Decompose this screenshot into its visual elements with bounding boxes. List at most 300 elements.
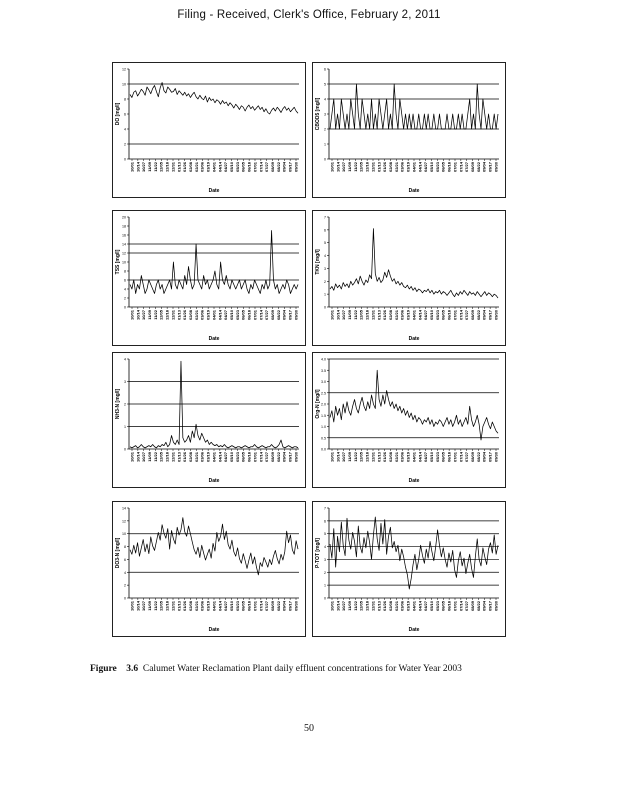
x-tick-label: 04/27 [223,452,229,463]
x-tick-label: 01/13 [376,310,382,321]
x-tick-label: 09/04 [481,310,487,321]
x-tick-label: 10/14 [335,310,341,321]
x-tick-label: 04/27 [423,601,429,612]
x-tick-label: 11/09 [146,452,152,462]
y-axis-label: Org-N [mg/l] [315,389,321,419]
x-tick-label: 06/05 [240,310,246,321]
chart-svg [313,353,505,487]
y-tick-label: 1 [124,425,126,429]
x-tick-label: 04/14 [217,162,223,173]
x-tick-label: 10/27 [141,162,147,173]
x-tick-label: 03/19 [205,310,211,321]
y-tick-label: 3 [324,266,326,271]
series-line [130,518,298,575]
chart-svg [113,63,305,197]
y-tick-label: 0 [124,305,126,310]
x-tick-label: 02/21 [393,452,399,463]
x-tick-label: 11/09 [146,310,152,320]
figure-caption [90,664,530,674]
x-tick-label: 01/13 [376,601,382,612]
x-tick-label: 08/22 [475,452,481,463]
y-tick-label: 10 [122,532,126,537]
x-tick-label: 12/05 [358,310,364,321]
x-tick-label: 03/19 [205,452,211,463]
chart-panel-5 [112,352,306,488]
x-tick-label: 06/18 [446,452,452,463]
x-tick-label: 02/08 [187,452,193,463]
x-tick-label: 11/22 [152,601,158,611]
x-tick-label: 05/10 [428,452,434,463]
x-tick-label: 05/23 [234,452,240,463]
x-tick-label: 06/18 [246,452,252,463]
x-tick-label: 04/14 [217,601,223,612]
x-tick-label: 11/09 [346,310,352,320]
x-tick-label: 01/13 [376,452,382,463]
x-tick-label: 12/18 [164,310,170,321]
x-tick-label: 03/06 [399,162,405,173]
x-tick-label: 11/22 [152,310,158,320]
x-tick-label: 07/27 [464,601,470,612]
series-line [330,84,498,129]
chart-svg [313,502,505,636]
x-tick-label: 07/27 [264,452,270,463]
x-tick-label: 05/23 [434,601,440,612]
x-tick-label: 02/08 [187,601,193,612]
x-tick-label: 08/22 [475,601,481,612]
x-tick-label: 12/18 [164,452,170,463]
x-tick-label: 06/05 [440,310,446,321]
x-tick-label: 02/21 [193,162,199,173]
y-tick-label: 2 [124,583,126,588]
y-tick-label: 20 [122,215,126,220]
y-tick-label: 4 [324,545,326,550]
x-tick-label: 01/26 [182,162,188,173]
y-tick-label: 12 [122,251,126,256]
x-tick-label: 10/27 [141,310,147,321]
chart-panel-8 [312,501,506,637]
y-tick-label: 8 [124,545,126,550]
x-tick-label: 09/17 [487,162,493,173]
x-tick-label: 11/22 [152,162,158,172]
x-tick-label: 04/27 [223,162,229,173]
y-tick-label: 5 [324,532,326,537]
x-tick-label: 08/22 [475,162,481,173]
y-tick-label: 12 [122,519,126,524]
x-tick-label: 09/04 [481,601,487,612]
x-tick-label: 01/26 [382,162,388,173]
x-tick-label: 05/10 [228,601,234,612]
x-tick-label: 03/19 [205,601,211,612]
x-tick-label: 12/31 [370,601,376,612]
x-tick-label: 03/06 [199,601,205,612]
x-tick-label: 10/14 [335,452,341,463]
x-tick-label: 01/13 [176,162,182,173]
x-tick-label: 03/19 [405,601,411,612]
x-tick-label: 03/06 [199,162,205,173]
x-tick-label: 01/13 [176,601,182,612]
y-tick-label: 4 [124,287,126,292]
y-tick-label: 6 [124,112,126,117]
x-tick-label: 10/14 [135,162,141,173]
x-tick-label: 02/21 [193,310,199,321]
x-tick-label: 10/14 [135,452,141,463]
series-line [130,83,298,115]
y-tick-label: 4 [324,254,326,259]
x-tick-label: 04/01 [411,310,417,321]
y-tick-label: 6 [124,278,126,283]
x-axis-label: Date [208,188,220,194]
x-tick-label: 07/14 [258,452,264,463]
x-tick-label: 03/06 [199,310,205,321]
x-tick-label: 09/17 [487,452,493,463]
x-tick-label: 04/14 [417,601,423,612]
x-tick-label: 04/14 [217,310,223,321]
x-tick-label: 09/30 [493,310,499,321]
x-tick-label: 12/18 [364,162,370,173]
x-tick-label: 12/05 [358,452,364,463]
x-tick-label: 10/01 [329,601,335,612]
x-tick-label: 09/17 [287,310,293,321]
x-tick-label: 08/09 [269,310,275,321]
chart-svg [113,211,305,345]
y-axis-label: CBOD5 [mg/l] [315,97,321,131]
y-tick-label: 5 [324,82,326,87]
x-tick-label: 05/10 [228,162,234,173]
x-tick-label: 10/14 [335,162,341,173]
x-tick-label: 06/18 [446,310,452,321]
x-tick-label: 09/17 [287,601,293,612]
series-line [130,231,298,294]
x-tick-label: 06/05 [240,452,246,463]
x-tick-label: 10/27 [341,601,347,612]
x-tick-label: 03/19 [405,452,411,463]
x-tick-label: 08/09 [469,601,475,612]
x-tick-label: 05/23 [434,452,440,463]
x-tick-label: 09/30 [493,601,499,612]
y-tick-label: 18 [122,224,126,229]
x-tick-label: 12/31 [370,162,376,173]
x-tick-label: 07/01 [252,310,258,321]
figure-caption-text: Calumet Water Reclamation Plant daily effluent concentrations for Water Year 2003 [142,664,462,674]
x-axis-label: Date [408,188,420,194]
x-tick-label: 07/27 [264,601,270,612]
x-tick-label: 07/01 [252,601,258,612]
y-tick-label: 5 [324,241,326,246]
x-tick-label: 07/01 [452,310,458,321]
y-tick-label: 2 [324,127,326,132]
x-tick-label: 12/31 [170,452,176,463]
x-tick-label: 02/08 [187,310,193,321]
x-tick-label: 09/04 [281,162,287,173]
y-tick-label: 0 [324,157,326,162]
x-tick-label: 07/14 [458,452,464,463]
y-axis-label: DO3-N [mg/l] [115,537,121,569]
y-tick-label: 2 [124,402,126,407]
y-tick-label: 0.0 [321,447,326,452]
y-axis-label: NH3-N [mg/l] [115,388,121,420]
x-tick-label: 07/14 [258,601,264,612]
x-tick-label: 12/05 [158,310,164,321]
x-tick-label: 07/01 [252,452,258,463]
y-tick-label: 0 [124,596,126,601]
x-tick-label: 07/01 [452,452,458,463]
x-tick-label: 11/22 [152,452,158,462]
x-tick-label: 08/09 [269,162,275,173]
x-tick-label: 04/27 [423,452,429,463]
x-tick-label: 09/30 [493,162,499,173]
y-tick-label: 7 [324,215,326,220]
y-tick-label: 6 [324,228,326,233]
x-tick-label: 01/26 [382,601,388,612]
x-tick-label: 12/05 [158,452,164,463]
x-tick-label: 03/06 [399,452,405,463]
y-axis-label: P-TOT [mg/l] [315,538,321,568]
x-tick-label: 11/22 [352,310,358,320]
y-tick-label: 2.5 [321,391,326,396]
x-tick-label: 12/31 [170,601,176,612]
x-tick-label: 12/05 [358,601,364,612]
x-tick-label: 02/21 [393,601,399,612]
x-tick-label: 09/17 [287,162,293,173]
x-tick-label: 06/05 [440,452,446,463]
x-tick-label: 12/18 [364,310,370,321]
y-tick-label: 4 [324,97,326,102]
x-tick-label: 07/01 [452,601,458,612]
y-tick-label: 0 [324,596,326,601]
x-tick-label: 07/27 [464,310,470,321]
x-tick-label: 07/27 [264,162,270,173]
x-tick-label: 11/09 [346,162,352,172]
y-tick-label: 4.0 [321,357,326,362]
chart-svg [313,211,505,345]
x-tick-label: 11/09 [146,601,152,611]
x-tick-label: 06/18 [246,310,252,321]
x-tick-label: 02/08 [187,162,193,173]
x-tick-label: 08/22 [475,310,481,321]
x-tick-label: 09/30 [293,452,299,463]
y-tick-label: 2 [124,142,126,147]
x-tick-label: 12/31 [170,310,176,321]
y-tick-label: 12 [122,67,126,72]
x-tick-label: 01/26 [182,452,188,463]
x-tick-label: 10/01 [129,162,135,173]
y-tick-label: 0 [324,305,326,310]
x-tick-label: 06/05 [240,601,246,612]
x-tick-label: 02/08 [387,452,393,463]
x-tick-label: 03/19 [405,162,411,173]
y-tick-label: 3.0 [321,380,326,384]
x-tick-label: 08/09 [269,601,275,612]
y-tick-label: 10 [122,260,126,265]
x-tick-label: 04/14 [417,162,423,173]
x-tick-label: 04/27 [223,310,229,321]
y-tick-label: 4 [124,127,126,132]
x-tick-label: 09/04 [481,452,487,463]
y-tick-label: 16 [122,233,126,238]
x-tick-label: 11/22 [352,601,358,611]
y-tick-label: 6 [324,67,326,72]
x-axis-label: Date [208,627,220,633]
x-tick-label: 09/17 [287,452,293,463]
x-tick-label: 12/18 [164,162,170,173]
x-tick-label: 12/05 [158,601,164,612]
x-tick-label: 10/27 [341,162,347,173]
y-tick-label: 4 [124,570,126,575]
x-tick-label: 06/18 [246,601,252,612]
x-tick-label: 08/22 [275,310,281,321]
series-line [130,361,298,448]
y-tick-label: 2.0 [321,402,326,407]
x-tick-label: 12/31 [370,452,376,463]
x-tick-label: 10/27 [341,310,347,321]
x-tick-label: 04/01 [211,601,217,612]
x-tick-label: 09/30 [493,452,499,463]
x-tick-label: 04/27 [423,162,429,173]
x-tick-label: 04/27 [223,601,229,612]
y-axis-label: TSS [mg/l] [115,249,121,275]
x-tick-label: 06/05 [240,162,246,173]
x-tick-label: 08/09 [469,452,475,463]
x-tick-label: 10/01 [129,452,135,463]
x-tick-label: 10/01 [129,310,135,321]
x-tick-label: 06/18 [246,162,252,173]
x-tick-label: 03/19 [205,162,211,173]
x-tick-label: 05/10 [228,452,234,463]
x-tick-label: 12/18 [164,601,170,612]
series-line [330,517,498,589]
x-tick-label: 10/01 [329,310,335,321]
x-tick-label: 06/05 [440,601,446,612]
x-tick-label: 01/13 [176,452,182,463]
x-tick-label: 11/09 [346,452,352,462]
y-tick-label: 6 [324,519,326,524]
x-tick-label: 02/08 [387,601,393,612]
x-tick-label: 10/27 [141,601,147,612]
x-tick-label: 09/04 [281,310,287,321]
x-tick-label: 08/09 [469,310,475,321]
series-line [330,229,498,298]
y-tick-label: 3 [324,557,326,562]
x-tick-label: 07/01 [252,162,258,173]
x-tick-label: 07/14 [458,310,464,321]
y-tick-label: 2 [324,570,326,575]
x-tick-label: 07/01 [452,162,458,173]
x-tick-label: 09/30 [293,601,299,612]
x-tick-label: 10/14 [335,601,341,612]
x-axis-label: Date [408,478,420,484]
x-tick-label: 10/27 [341,452,347,463]
chart-svg [113,353,305,487]
x-tick-label: 05/10 [428,601,434,612]
x-axis-label: Date [208,336,220,342]
x-tick-label: 04/14 [417,452,423,463]
x-tick-label: 12/05 [358,162,364,173]
x-tick-label: 09/04 [281,601,287,612]
x-tick-label: 04/01 [411,162,417,173]
x-tick-label: 03/06 [199,452,205,463]
x-tick-label: 04/14 [417,310,423,321]
y-tick-label: 8 [124,269,126,274]
x-axis-label: Date [208,478,220,484]
x-tick-label: 04/01 [211,310,217,321]
x-tick-label: 12/18 [364,452,370,463]
y-axis-label: TKN [mg/l] [315,249,321,275]
x-tick-label: 03/06 [399,310,405,321]
x-tick-label: 07/27 [264,310,270,321]
x-tick-label: 02/08 [387,162,393,173]
y-tick-label: 0 [124,447,126,452]
x-tick-label: 09/17 [487,601,493,612]
x-tick-label: 02/21 [193,452,199,463]
x-tick-label: 08/09 [469,162,475,173]
chart-panel-7 [112,501,306,637]
y-axis-label: DO [mg/l] [115,102,121,126]
x-tick-label: 02/21 [193,601,199,612]
y-tick-label: 2 [124,296,126,301]
x-tick-label: 03/19 [405,310,411,321]
x-axis-label: Date [408,627,420,633]
x-tick-label: 01/26 [382,310,388,321]
x-tick-label: 04/01 [411,452,417,463]
chart-panel-3 [112,210,306,346]
y-tick-label: 10 [122,82,126,87]
x-tick-label: 09/04 [281,452,287,463]
x-tick-label: 01/13 [176,310,182,321]
x-tick-label: 09/04 [481,162,487,173]
x-tick-label: 05/23 [234,310,240,321]
x-tick-label: 04/27 [423,310,429,321]
x-tick-label: 11/22 [352,162,358,172]
y-tick-label: 3 [324,112,326,117]
x-tick-label: 10/01 [329,162,335,173]
x-tick-label: 07/14 [258,310,264,321]
x-tick-label: 12/31 [170,162,176,173]
x-tick-label: 08/22 [275,601,281,612]
x-tick-label: 01/13 [376,162,382,173]
x-tick-label: 11/22 [352,452,358,462]
x-tick-label: 12/31 [370,310,376,321]
y-tick-label: 0.5 [321,436,326,441]
y-tick-label: 8 [124,97,126,102]
x-tick-label: 04/01 [411,601,417,612]
x-tick-label: 10/01 [329,452,335,463]
x-tick-label: 05/10 [428,162,434,173]
page-number: 50 [304,723,314,734]
x-tick-label: 06/18 [446,601,452,612]
x-tick-label: 04/14 [217,452,223,463]
x-tick-label: 02/21 [393,310,399,321]
x-tick-label: 03/06 [399,601,405,612]
x-tick-label: 05/23 [434,310,440,321]
x-tick-label: 09/30 [293,162,299,173]
y-tick-label: 0 [124,157,126,162]
x-tick-label: 08/09 [269,452,275,463]
chart-panel-6 [312,352,506,488]
series-line [330,370,498,440]
x-tick-label: 07/27 [464,452,470,463]
x-tick-label: 01/26 [382,452,388,463]
y-tick-label: 14 [122,506,126,511]
x-tick-label: 07/14 [458,162,464,173]
x-tick-label: 01/26 [182,310,188,321]
chart-svg [113,502,305,636]
x-tick-label: 06/05 [440,162,446,173]
x-tick-label: 10/27 [141,452,147,463]
y-tick-label: 6 [124,557,126,562]
x-tick-label: 07/14 [258,162,264,173]
x-tick-label: 02/08 [387,310,393,321]
chart-panel-1 [112,62,306,198]
